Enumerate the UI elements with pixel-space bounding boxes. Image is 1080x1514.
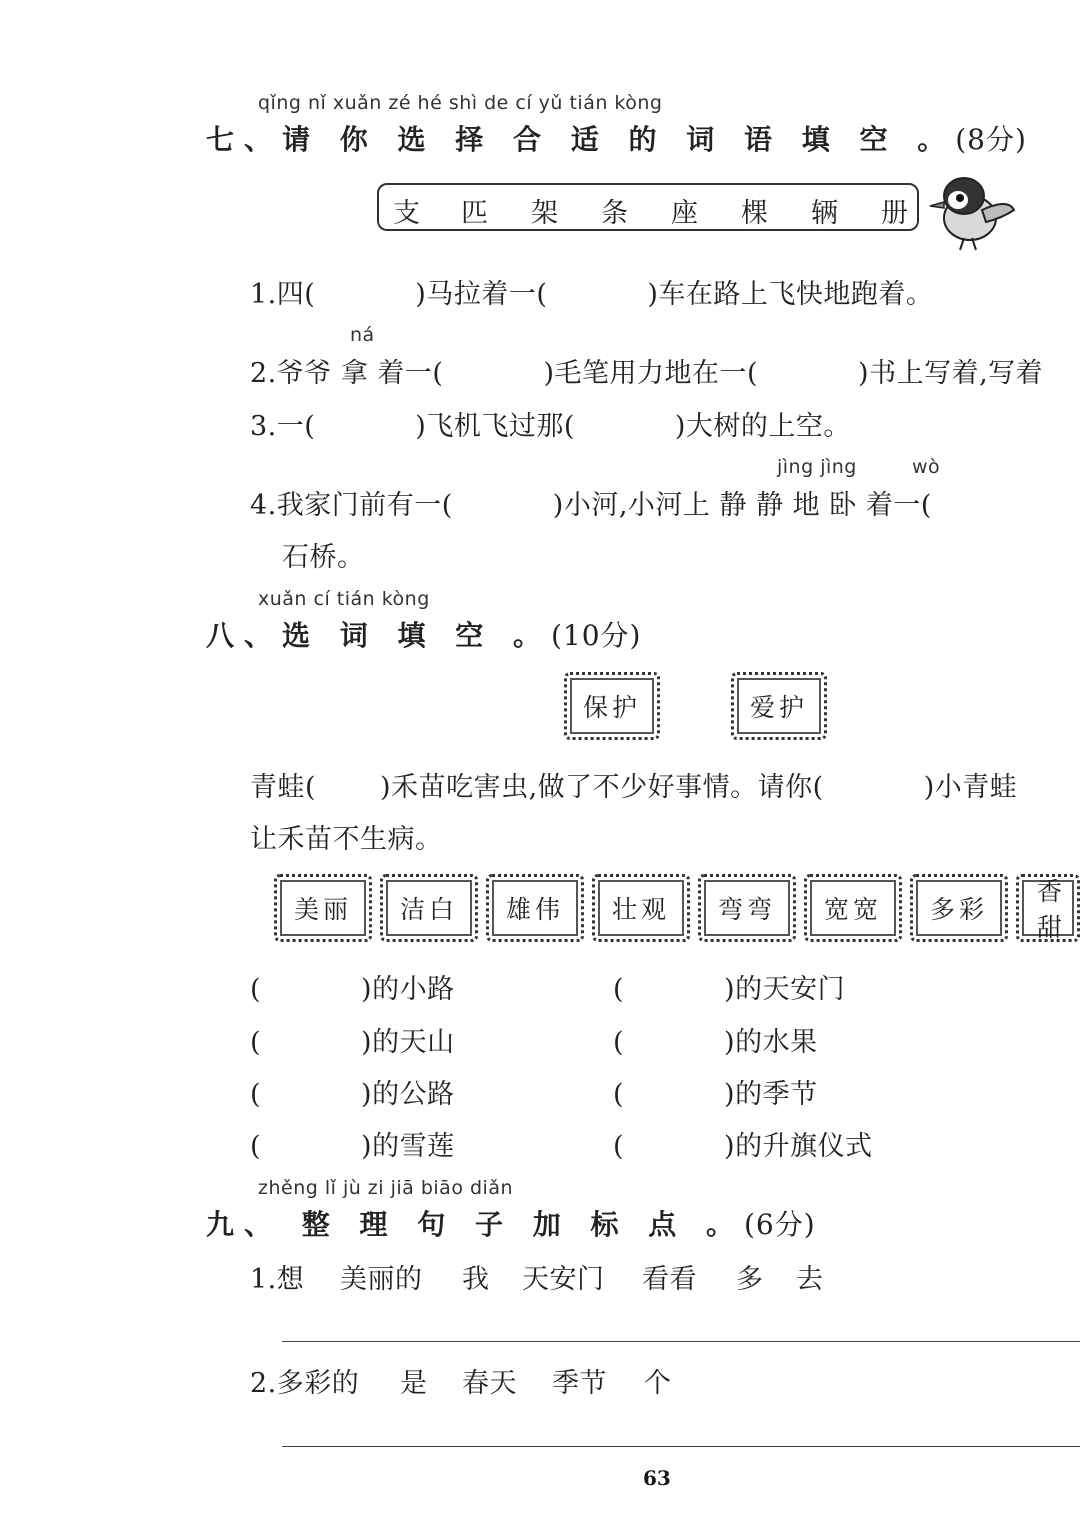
adjective-box <box>698 874 796 942</box>
q1-part-c: )车在路上飞快地跑着。 <box>647 279 934 310</box>
phrase-left-3 <box>250 1072 455 1111</box>
answer-line[interactable] <box>282 1446 1080 1447</box>
open-paren: ( <box>613 974 625 1005</box>
adjective-box <box>274 874 372 942</box>
adjective-box <box>380 874 478 942</box>
adjective-word: 宽宽 <box>823 895 882 924</box>
word-bank-item: 条 <box>601 198 628 229</box>
q4-part-a: 4.我家门前有一( <box>250 490 453 521</box>
section7-score: (8分) <box>955 123 1027 156</box>
phrase-text: )的天安门 <box>724 974 846 1005</box>
para-part-c: )小青蛙 <box>923 772 1018 803</box>
scrambled-word: 个 <box>644 1368 672 1399</box>
scrambled-word: 1.想 <box>250 1264 305 1295</box>
q2-part-c: )书上写着,写着 <box>858 358 1044 389</box>
adjective-word: 洁白 <box>399 895 458 924</box>
section9-pinyin: zhěng lǐ jù zi jiā biāo diǎn <box>258 1177 514 1199</box>
section8-title-text: 八、选 词 填 空 。 <box>206 619 551 652</box>
section7-question-2 <box>250 351 1043 390</box>
open-paren: ( <box>250 1027 262 1058</box>
phrase-text: )的水果 <box>724 1027 818 1058</box>
q2-part-b: )毛笔用力地在一( <box>543 358 759 389</box>
q2-part-a: 2.爷爷 拿 着一( <box>250 358 444 389</box>
phrase-text: )的天山 <box>361 1027 455 1058</box>
section8-pinyin: xuǎn cí tián kòng <box>258 588 430 610</box>
adjective-box <box>1016 874 1080 942</box>
word-bank-item: 辆 <box>811 198 838 229</box>
adjective-word: 香甜 <box>1037 877 1067 942</box>
q4-pinyin-wo: wò <box>912 456 941 478</box>
choice-word-box <box>564 672 660 740</box>
para-part-b: )禾苗吃害虫,做了不少好事情。请你( <box>380 772 824 803</box>
scrambled-word: 去 <box>796 1264 824 1295</box>
section8-title <box>206 614 641 654</box>
section8-paragraph-line-1 <box>250 765 1017 804</box>
phrase-right-1 <box>613 967 845 1006</box>
open-paren: ( <box>250 1079 262 1110</box>
scrambled-word: 2.多彩的 <box>250 1368 360 1399</box>
scrambled-word: 看看 <box>642 1264 697 1295</box>
section9-title <box>206 1203 816 1243</box>
measure-word-bank <box>377 183 919 231</box>
adjective-word: 雄伟 <box>505 895 564 924</box>
adjective-box <box>486 874 584 942</box>
answer-line[interactable] <box>282 1341 1080 1342</box>
word-bank-item: 册 <box>881 198 908 229</box>
phrase-text: )的季节 <box>724 1079 818 1110</box>
section9-title-text: 九、 整 理 句 子 加 标 点 。 <box>206 1208 744 1241</box>
open-paren: ( <box>250 974 262 1005</box>
open-paren: ( <box>613 1079 625 1110</box>
q1-part-a: 1.四( <box>250 279 316 310</box>
phrase-text: )的升旗仪式 <box>724 1131 873 1162</box>
q4-continuation: 石桥。 <box>282 542 365 573</box>
q2-pinyin: ná <box>350 324 375 346</box>
word-bank-item: 架 <box>531 198 558 229</box>
page-number: 63 <box>643 1466 671 1490</box>
section9-score: (6分) <box>744 1208 816 1241</box>
scrambled-word: 春天 <box>462 1368 517 1399</box>
adjective-word: 弯弯 <box>717 895 776 924</box>
scrambled-word: 季节 <box>552 1368 607 1399</box>
phrase-right-2 <box>613 1020 818 1059</box>
adjective-word: 多彩 <box>929 895 988 924</box>
adjective-word: 壮观 <box>611 895 670 924</box>
choice-word: 保护 <box>582 693 641 722</box>
phrase-right-4 <box>613 1124 873 1163</box>
section8-paragraph-line-2: 让禾苗不生病。 <box>250 824 443 855</box>
scrambled-word: 我 <box>462 1264 490 1295</box>
q3-part-a: 3.一( <box>250 411 316 442</box>
choice-word: 爱护 <box>749 693 808 722</box>
section7-question-1 <box>250 272 933 311</box>
q4-part-b: )小河,小河上 静 静 地 卧 着一( <box>552 490 932 521</box>
phrase-text: )的公路 <box>361 1079 455 1110</box>
para-part-a: 青蛙( <box>250 772 317 803</box>
phrase-left-2 <box>250 1020 455 1059</box>
open-paren: ( <box>613 1131 625 1162</box>
adjective-box <box>592 874 690 942</box>
section8-score: (10分) <box>551 619 642 652</box>
adjective-word: 美丽 <box>293 895 352 924</box>
bird-icon <box>924 170 1016 252</box>
section7-question-3 <box>250 404 851 443</box>
scrambled-word: 是 <box>400 1368 428 1399</box>
word-bank-item: 座 <box>671 198 698 229</box>
word-bank-item: 支 <box>393 198 420 229</box>
scrambled-word: 美丽的 <box>340 1264 423 1295</box>
section7-pinyin: qǐng nǐ xuǎn zé hé shì de cí yǔ tián kòng <box>258 92 663 114</box>
q1-part-b: )马拉着一( <box>415 279 548 310</box>
q3-part-c: )大树的上空。 <box>674 411 851 442</box>
scrambled-word: 多 <box>736 1264 764 1295</box>
q3-part-b: )飞机飞过那( <box>415 411 575 442</box>
scrambled-word: 天安门 <box>522 1264 605 1295</box>
open-paren: ( <box>250 1131 262 1162</box>
phrase-right-3 <box>613 1072 818 1111</box>
section7-title <box>206 118 1027 158</box>
section7-title-text: 七、请 你 选 择 合 适 的 词 语 填 空 。 <box>206 123 956 156</box>
choice-word-box <box>731 672 827 740</box>
adjective-box <box>910 874 1008 942</box>
phrase-text: )的雪莲 <box>361 1131 455 1162</box>
word-bank-item: 匹 <box>461 198 488 229</box>
section7-question-4 <box>250 483 932 522</box>
adjective-box <box>804 874 902 942</box>
phrase-left-1 <box>250 967 455 1006</box>
q4-pinyin-jingjing: jìng jìng <box>777 456 857 478</box>
phrase-left-4 <box>250 1124 455 1163</box>
word-bank-item: 棵 <box>741 198 768 229</box>
open-paren: ( <box>613 1027 625 1058</box>
phrase-text: )的小路 <box>361 974 455 1005</box>
